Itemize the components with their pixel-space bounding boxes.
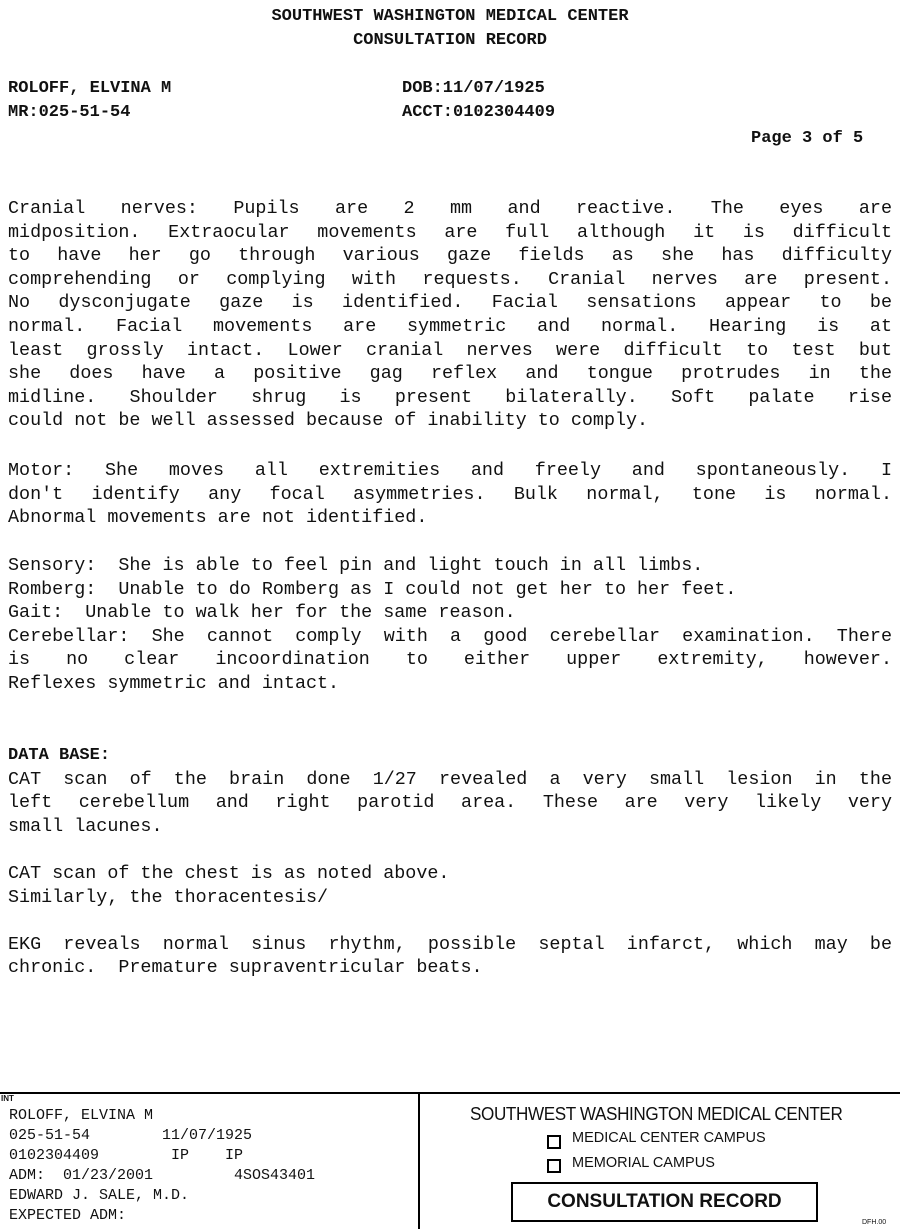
text-line: left cerebellum and right parotid area. These are very likely very [8, 792, 892, 814]
text-line: small lacunes. [8, 815, 163, 837]
ekg-line: chronic. Premature supraventricular beats. [8, 957, 483, 979]
footer-divider [0, 1092, 900, 1094]
stamp-line: 0102304409 IP IP [9, 1147, 244, 1164]
patient-stamp [9, 1106, 315, 1226]
footer-tag: INT [1, 1094, 14, 1103]
text-line: No dysconjugate gaze is identified. Facial sensations appear to be [8, 292, 892, 314]
cranial-nerves-paragraph [8, 197, 892, 433]
thoracentesis-line: Similarly, the thoracentesis/ [8, 886, 329, 908]
stamp-line: EDWARD J. SALE, M.D. [9, 1187, 190, 1204]
page-number: Page 3 of 5 [751, 129, 864, 148]
stamp-line: EXPECTED ADM: [9, 1207, 127, 1224]
text-line: comprehending or complying with requests. Cranial nerves are present. [8, 268, 892, 290]
romberg-line: Romberg: Unable to do Romberg as I could not get her to her feet. [8, 578, 737, 600]
text-line: Cranial nerves: Pupils are 2 mm and reactive. The eyes are [8, 198, 892, 219]
cerebellar-line: is no clear incoordination to either upper extremity, however. [8, 649, 892, 671]
footer-vertical-divider [418, 1092, 420, 1229]
text-line: to have her go through various gaze fields as she has difficulty [8, 245, 892, 267]
form-code: DFH.00 [862, 1219, 887, 1226]
record-type-box [511, 1182, 818, 1222]
memorial-campus-label: MEMORIAL CAMPUS [572, 1155, 715, 1171]
date-of-birth: DOB:11/07/1925 [402, 79, 545, 98]
memorial-campus-checkbox[interactable] [547, 1159, 561, 1173]
institution-title: SOUTHWEST WASHINGTON MEDICAL CENTER [271, 7, 629, 26]
stamp-line: ROLOFF, ELVINA M [9, 1107, 154, 1124]
stamp-line: ADM: 01/23/2001 4SOS43401 [9, 1167, 316, 1184]
database-heading: DATA BASE: [8, 746, 111, 765]
neuro-exam-paragraph [8, 554, 892, 696]
text-line: don't identify any focal asymmetries. Bulk normal, tone is normal. [8, 483, 892, 505]
motor-paragraph [8, 459, 892, 530]
text-line: least grossly intact. Lower cranial nerves were difficult to test but [8, 339, 892, 361]
text-line: Motor: She moves all extremities and freely and spontaneously. I [8, 460, 892, 481]
sensory-line: Sensory: She is able to feel pin and light touch in all limbs. [8, 555, 704, 576]
cerebellar-line: Cerebellar: She cannot comply with a good cerebellar examination. There [8, 625, 892, 647]
record-type-box-label: CONSULTATION RECORD [547, 1191, 782, 1212]
cat-chest-line: CAT scan of the chest is as noted above. [8, 862, 450, 884]
database-section [8, 744, 892, 980]
medical-record-number: MR:025-51-54 [8, 103, 131, 122]
text-line: could not be well assessed because of inability to comply. [8, 410, 649, 432]
footer-institution: SOUTHWEST WASHINGTON MEDICAL CENTER [470, 1104, 843, 1124]
text-line: normal. Facial movements are symmetric and normal. Hearing is at [8, 315, 892, 337]
text-line: midline. Shoulder shrug is present bilaterally. Soft palate rise [8, 386, 892, 408]
text-line: Abnormal movements are not identified. [8, 507, 428, 529]
record-type-title: CONSULTATION RECORD [353, 31, 547, 50]
text-line: she does have a positive gag reflex and tongue protrudes in the [8, 363, 892, 385]
ekg-line: EKG reveals normal sinus rhythm, possible septal infarct, which may be [8, 933, 892, 955]
reflexes-line: Reflexes symmetric and intact. [8, 672, 340, 694]
gait-line: Gait: Unable to walk her for the same reason. [8, 602, 516, 624]
stamp-line: 025-51-54 11/07/1925 [9, 1127, 253, 1144]
patient-name: ROLOFF, ELVINA M [8, 79, 172, 98]
text-line: CAT scan of the brain done 1/27 revealed a very small lesion in the [8, 768, 892, 790]
text-line: midposition. Extraocular movements are full although it is difficult [8, 221, 892, 243]
medical-center-campus-checkbox[interactable] [547, 1135, 561, 1149]
medical-center-campus-label: MEDICAL CENTER CAMPUS [572, 1130, 766, 1146]
account-number: ACCT:0102304409 [402, 103, 556, 122]
